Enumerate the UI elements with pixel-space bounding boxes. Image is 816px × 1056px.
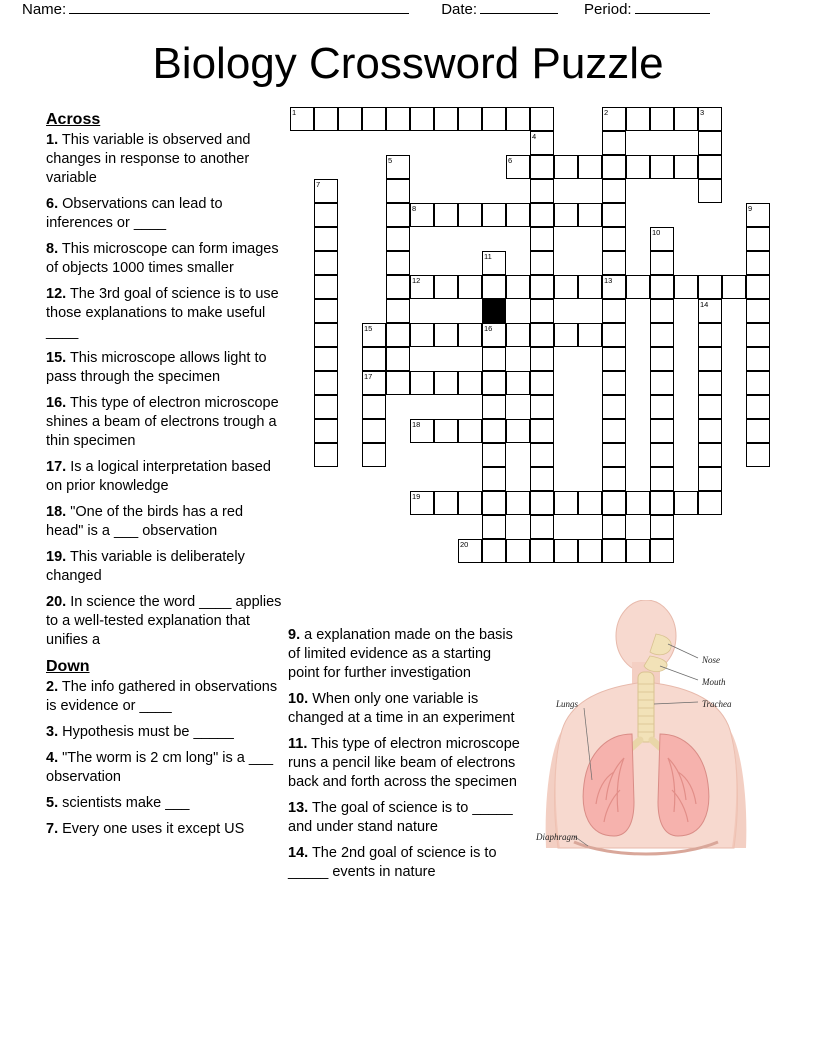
crossword-cell[interactable] [458, 419, 482, 443]
crossword-cell[interactable] [434, 107, 458, 131]
crossword-cell[interactable] [602, 275, 626, 299]
crossword-cell[interactable] [602, 467, 626, 491]
cell-number: 14 [700, 300, 709, 309]
crossword-cell[interactable] [746, 299, 770, 323]
crossword-cell[interactable] [362, 107, 386, 131]
crossword-cell[interactable] [506, 323, 530, 347]
crossword-cell[interactable] [530, 299, 554, 323]
crossword-cell[interactable] [626, 155, 650, 179]
clue-text: Hypothesis must be _____ [58, 724, 234, 740]
crossword-cell[interactable] [314, 347, 338, 371]
crossword-cell[interactable] [482, 419, 506, 443]
crossword-cell[interactable] [698, 155, 722, 179]
crossword-cell[interactable] [650, 227, 674, 251]
crossword-cell[interactable] [602, 179, 626, 203]
crossword-cell[interactable] [314, 371, 338, 395]
crossword-cell[interactable] [674, 155, 698, 179]
crossword-cell[interactable] [698, 443, 722, 467]
crossword-cell[interactable] [530, 515, 554, 539]
down-heading: Down [46, 658, 90, 675]
crossword-cell[interactable] [506, 419, 530, 443]
clue-across-17 [46, 458, 284, 496]
crossword-cell[interactable] [530, 107, 554, 131]
clue-number: 12. [46, 286, 67, 302]
clue-down-2 [46, 678, 284, 716]
cell-number: 15 [364, 324, 373, 333]
crossword-cell[interactable] [626, 107, 650, 131]
crossword-cell[interactable] [602, 251, 626, 275]
label-trachea: Trachea [702, 699, 732, 709]
crossword-cell[interactable] [746, 203, 770, 227]
crossword-cell[interactable] [578, 203, 602, 227]
crossword-cell[interactable] [578, 155, 602, 179]
clue-number: 13. [288, 800, 309, 816]
crossword-cell[interactable] [698, 371, 722, 395]
crossword-cell[interactable] [746, 395, 770, 419]
clue-text: Observations can lead to inferences or ____ [46, 196, 223, 231]
crossword-cell[interactable] [602, 443, 626, 467]
crossword-cell[interactable] [482, 347, 506, 371]
cell-number: 8 [412, 204, 417, 213]
crossword-cell[interactable] [746, 419, 770, 443]
clue-across-15 [46, 349, 284, 387]
clue-number: 2. [46, 679, 59, 695]
crossword-cell[interactable] [338, 107, 362, 131]
crossword-cell[interactable] [530, 131, 554, 155]
label-mouth: Mouth [702, 677, 726, 687]
cell-number: 20 [460, 540, 469, 549]
crossword-cell[interactable] [602, 203, 626, 227]
clue-number: 10. [288, 691, 309, 707]
crossword-cell[interactable] [386, 371, 410, 395]
date-blank-rule[interactable] [480, 0, 558, 14]
crossword-cell[interactable] [602, 299, 626, 323]
clue-column-middle [288, 626, 526, 889]
crossword-cell[interactable] [458, 323, 482, 347]
crossword-cell[interactable] [386, 323, 410, 347]
crossword-cell[interactable] [506, 155, 530, 179]
clue-number: 7. [46, 821, 59, 837]
crossword-cell[interactable] [314, 203, 338, 227]
crossword-cell[interactable] [482, 443, 506, 467]
cell-number: 12 [412, 276, 421, 285]
cell-number: 1 [292, 108, 297, 117]
page-title: Biology Crossword Puzzle [152, 39, 664, 88]
crossword-cell[interactable] [362, 419, 386, 443]
crossword-cell[interactable] [434, 203, 458, 227]
crossword-cell[interactable] [746, 323, 770, 347]
crossword-cell[interactable] [386, 347, 410, 371]
crossword-cell[interactable] [650, 323, 674, 347]
clue-number: 16. [46, 395, 67, 411]
crossword-cell[interactable] [578, 275, 602, 299]
cell-number: 13 [604, 276, 613, 285]
crossword-cell[interactable] [698, 179, 722, 203]
crossword-cell[interactable] [746, 275, 770, 299]
label-nose: Nose [702, 655, 720, 665]
crossword-cell [482, 299, 506, 323]
crossword-cell[interactable] [602, 419, 626, 443]
crossword-cell[interactable] [386, 227, 410, 251]
crossword-cell[interactable] [530, 395, 554, 419]
clue-number: 17. [46, 459, 67, 475]
clue-text: scientists make ___ [58, 795, 190, 811]
clue-down-10 [288, 690, 526, 728]
clue-down-11 [288, 735, 526, 792]
name-blank-rule[interactable] [69, 0, 409, 14]
crossword-cell[interactable] [314, 299, 338, 323]
cell-number: 5 [388, 156, 393, 165]
clue-down-7 [46, 820, 284, 839]
crossword-cell[interactable] [650, 419, 674, 443]
crossword-cell[interactable] [410, 107, 434, 131]
crossword-cell[interactable] [386, 179, 410, 203]
clue-down-14 [288, 844, 526, 882]
crossword-cell[interactable] [650, 155, 674, 179]
crossword-cell[interactable] [698, 275, 722, 299]
crossword-cell[interactable] [698, 347, 722, 371]
crossword-cell[interactable] [578, 539, 602, 563]
crossword-cell[interactable] [362, 347, 386, 371]
crossword-cell[interactable] [530, 491, 554, 515]
crossword-cell[interactable] [554, 539, 578, 563]
crossword-cell[interactable] [386, 107, 410, 131]
date-label: Date: [441, 1, 478, 18]
crossword-cell[interactable] [602, 395, 626, 419]
crossword-cell[interactable] [482, 323, 506, 347]
crossword-cell[interactable] [602, 155, 626, 179]
crossword-cell[interactable] [746, 227, 770, 251]
crossword-cell[interactable] [362, 443, 386, 467]
crossword-cell[interactable] [314, 395, 338, 419]
crossword-cell[interactable] [698, 419, 722, 443]
clue-number: 1. [46, 132, 59, 148]
crossword-cell[interactable] [602, 491, 626, 515]
respiratory-system-illustration [528, 600, 764, 868]
crossword-cell[interactable] [506, 107, 530, 131]
clue-number: 15. [46, 350, 67, 366]
clue-text: The goal of science is to _____ and under stand nature [288, 800, 513, 835]
crossword-cell[interactable] [314, 251, 338, 275]
cell-number: 3 [700, 108, 705, 117]
clue-across-12 [46, 285, 284, 342]
crossword-cell[interactable] [554, 491, 578, 515]
crossword-cell[interactable] [530, 419, 554, 443]
crossword-cell[interactable] [674, 491, 698, 515]
clue-down-5 [46, 794, 284, 813]
cell-number: 11 [484, 252, 492, 261]
clue-text: This type of electron microscope runs a pencil like beam of electrons back and forth across the specimen [288, 736, 520, 790]
crossword-cell[interactable] [458, 539, 482, 563]
crossword-cell[interactable] [482, 515, 506, 539]
crossword-cell[interactable] [314, 323, 338, 347]
crossword-cell[interactable] [458, 107, 482, 131]
crossword-cell[interactable] [530, 179, 554, 203]
clue-number: 6. [46, 196, 59, 212]
clue-across-6 [46, 195, 284, 233]
crossword-cell[interactable] [530, 251, 554, 275]
crossword-cell[interactable] [530, 443, 554, 467]
crossword-cell[interactable] [602, 227, 626, 251]
crossword-cell[interactable] [650, 443, 674, 467]
crossword-cell[interactable] [434, 491, 458, 515]
cell-number: 9 [748, 204, 753, 213]
crossword-cell[interactable] [482, 203, 506, 227]
crossword-cell[interactable] [530, 323, 554, 347]
crossword-cell[interactable] [650, 371, 674, 395]
crossword-cell[interactable] [482, 107, 506, 131]
crossword-cell[interactable] [650, 395, 674, 419]
clue-across-20 [46, 593, 284, 650]
clue-text: In science the word ____ applies to a well-tested explanation that unifies a [46, 594, 282, 648]
label-diaphragm: Diaphragm [536, 832, 578, 842]
crossword-grid[interactable] [290, 107, 770, 587]
clue-number: 19. [46, 549, 67, 565]
cell-number: 18 [412, 420, 421, 429]
clue-text: This variable is deliberately changed [46, 549, 245, 584]
crossword-cell[interactable] [314, 419, 338, 443]
crossword-cell[interactable] [530, 347, 554, 371]
clue-down-3 [46, 723, 284, 742]
clue-text: The 2nd goal of science is to _____ events in nature [288, 845, 497, 880]
crossword-cell[interactable] [554, 275, 578, 299]
crossword-cell[interactable] [362, 323, 386, 347]
crossword-cell[interactable] [602, 131, 626, 155]
crossword-cell[interactable] [746, 251, 770, 275]
clue-text: When only one variable is changed at a time in an experiment [288, 691, 515, 726]
clue-text: This microscope can form images of objects 1000 times smaller [46, 241, 279, 276]
crossword-cell[interactable] [602, 107, 626, 131]
crossword-cell[interactable] [602, 539, 626, 563]
clue-number: 4. [46, 750, 59, 766]
crossword-cell[interactable] [482, 371, 506, 395]
crossword-cell[interactable] [386, 299, 410, 323]
crossword-cell[interactable] [602, 347, 626, 371]
cell-number: 19 [412, 492, 421, 501]
crossword-cell[interactable] [578, 323, 602, 347]
crossword-cell[interactable] [650, 539, 674, 563]
crossword-cell[interactable] [554, 155, 578, 179]
crossword-cell[interactable] [698, 131, 722, 155]
crossword-cell[interactable] [698, 395, 722, 419]
crossword-cell[interactable] [698, 323, 722, 347]
clue-number: 18. [46, 504, 67, 520]
crossword-cell[interactable] [746, 443, 770, 467]
clue-text: This type of electron microscope shines a beam of electrons trough a thin specimen [46, 395, 279, 449]
crossword-cell[interactable] [722, 275, 746, 299]
clue-number: 5. [46, 795, 59, 811]
crossword-cell[interactable] [698, 491, 722, 515]
crossword-cell[interactable] [674, 107, 698, 131]
crossword-cell[interactable] [434, 323, 458, 347]
clue-number: 20. [46, 594, 67, 610]
across-heading: Across [46, 111, 101, 128]
crossword-cell[interactable] [458, 491, 482, 515]
crossword-cell[interactable] [554, 323, 578, 347]
period-label: Period: [584, 1, 632, 18]
crossword-cell[interactable] [386, 155, 410, 179]
clue-column-left [46, 110, 284, 846]
crossword-cell[interactable] [386, 251, 410, 275]
header-fields [22, 0, 782, 26]
crossword-cell[interactable] [506, 491, 530, 515]
crossword-cell[interactable] [650, 467, 674, 491]
crossword-cell[interactable] [458, 275, 482, 299]
crossword-cell[interactable] [482, 539, 506, 563]
clue-across-1 [46, 131, 284, 188]
crossword-cell[interactable] [650, 515, 674, 539]
clue-across-19 [46, 548, 284, 586]
crossword-cell[interactable] [698, 299, 722, 323]
clue-text: "The worm is 2 cm long" is a ___ observation [46, 750, 274, 785]
crossword-cell[interactable] [314, 179, 338, 203]
crossword-cell[interactable] [650, 107, 674, 131]
clue-down-13 [288, 799, 526, 837]
crossword-cell[interactable] [530, 371, 554, 395]
crossword-cell[interactable] [650, 275, 674, 299]
date-field [441, 0, 558, 18]
cell-number: 16 [484, 324, 493, 333]
clue-number: 8. [46, 241, 59, 257]
crossword-cell[interactable] [386, 275, 410, 299]
crossword-cell[interactable] [482, 395, 506, 419]
crossword-cell[interactable] [314, 107, 338, 131]
crossword-cell[interactable] [746, 347, 770, 371]
cell-number: 7 [316, 180, 321, 189]
clue-number: 14. [288, 845, 309, 861]
crossword-cell[interactable] [554, 203, 578, 227]
crossword-cell[interactable] [530, 467, 554, 491]
clue-down-4 [46, 749, 284, 787]
crossword-cell[interactable] [362, 371, 386, 395]
crossword-cell[interactable] [482, 251, 506, 275]
cell-number: 4 [532, 132, 537, 141]
crossword-cell[interactable] [434, 371, 458, 395]
crossword-cell[interactable] [746, 371, 770, 395]
crossword-cell[interactable] [530, 275, 554, 299]
cell-number: 6 [508, 156, 513, 165]
crossword-cell[interactable] [410, 419, 434, 443]
clue-number: 3. [46, 724, 59, 740]
crossword-cell[interactable] [482, 491, 506, 515]
crossword-cell[interactable] [410, 491, 434, 515]
name-field [22, 0, 409, 18]
crossword-cell[interactable] [314, 443, 338, 467]
crossword-cell[interactable] [698, 467, 722, 491]
crossword-cell[interactable] [506, 539, 530, 563]
crossword-cell[interactable] [506, 275, 530, 299]
clue-number: 9. [288, 627, 301, 643]
crossword-cell[interactable] [698, 107, 722, 131]
crossword-cell[interactable] [650, 491, 674, 515]
crossword-cell[interactable] [602, 515, 626, 539]
crossword-cell[interactable] [458, 371, 482, 395]
crossword-cell[interactable] [578, 491, 602, 515]
crossword-cell[interactable] [410, 323, 434, 347]
crossword-cell[interactable] [410, 371, 434, 395]
clue-text: The info gathered in observations is evidence or ____ [46, 679, 278, 714]
clue-across-18 [46, 503, 284, 541]
clue-text: a explanation made on the basis of limited evidence as a starting point for further investigation [288, 627, 513, 681]
crossword-cell[interactable] [674, 275, 698, 299]
cell-number: 17 [364, 372, 373, 381]
cell-number: 10 [652, 228, 661, 237]
crossword-cell[interactable] [362, 395, 386, 419]
crossword-cell[interactable] [410, 275, 434, 299]
crossword-cell[interactable] [434, 275, 458, 299]
clue-text: Is a logical interpretation based on prior knowledge [46, 459, 271, 494]
name-label: Name: [22, 1, 67, 18]
clue-text: Every one uses it except US [58, 821, 245, 837]
clue-text: "One of the birds has a red head" is a ___ observation [46, 504, 244, 539]
anatomy-svg [528, 600, 764, 868]
crossword-cell[interactable] [482, 467, 506, 491]
crossword-cell[interactable] [458, 203, 482, 227]
crossword-cell[interactable] [482, 275, 506, 299]
crossword-cell[interactable] [434, 419, 458, 443]
crossword-cell[interactable] [386, 203, 410, 227]
clue-down-9 [288, 626, 526, 683]
crossword-cell[interactable] [650, 299, 674, 323]
crossword-cell[interactable] [530, 539, 554, 563]
crossword-cell[interactable] [530, 155, 554, 179]
clue-text: This variable is observed and changes in response to another variable [46, 132, 251, 186]
crossword-cell[interactable] [650, 347, 674, 371]
crossword-cell[interactable] [410, 203, 434, 227]
crossword-cell[interactable] [626, 275, 650, 299]
crossword-cell[interactable] [506, 371, 530, 395]
crossword-cell[interactable] [506, 203, 530, 227]
crossword-cell[interactable] [530, 227, 554, 251]
clue-text: This microscope allows light to pass through the specimen [46, 350, 267, 385]
label-lungs: Lungs [556, 699, 579, 709]
cell-number: 2 [604, 108, 609, 117]
crossword-cell[interactable] [290, 107, 314, 131]
crossword-cell[interactable] [530, 203, 554, 227]
period-field [584, 0, 710, 18]
clue-across-16 [46, 394, 284, 451]
crossword-cell[interactable] [650, 251, 674, 275]
clue-number: 11. [288, 736, 308, 752]
crossword-cell[interactable] [314, 275, 338, 299]
crossword-cell[interactable] [602, 323, 626, 347]
crossword-cell[interactable] [626, 539, 650, 563]
clue-text: The 3rd goal of science is to use those explanations to make useful ____ [46, 286, 279, 340]
period-blank-rule[interactable] [635, 0, 710, 14]
crossword-cell[interactable] [314, 227, 338, 251]
crossword-cell[interactable] [626, 491, 650, 515]
clue-across-8 [46, 240, 284, 278]
crossword-cell[interactable] [602, 371, 626, 395]
